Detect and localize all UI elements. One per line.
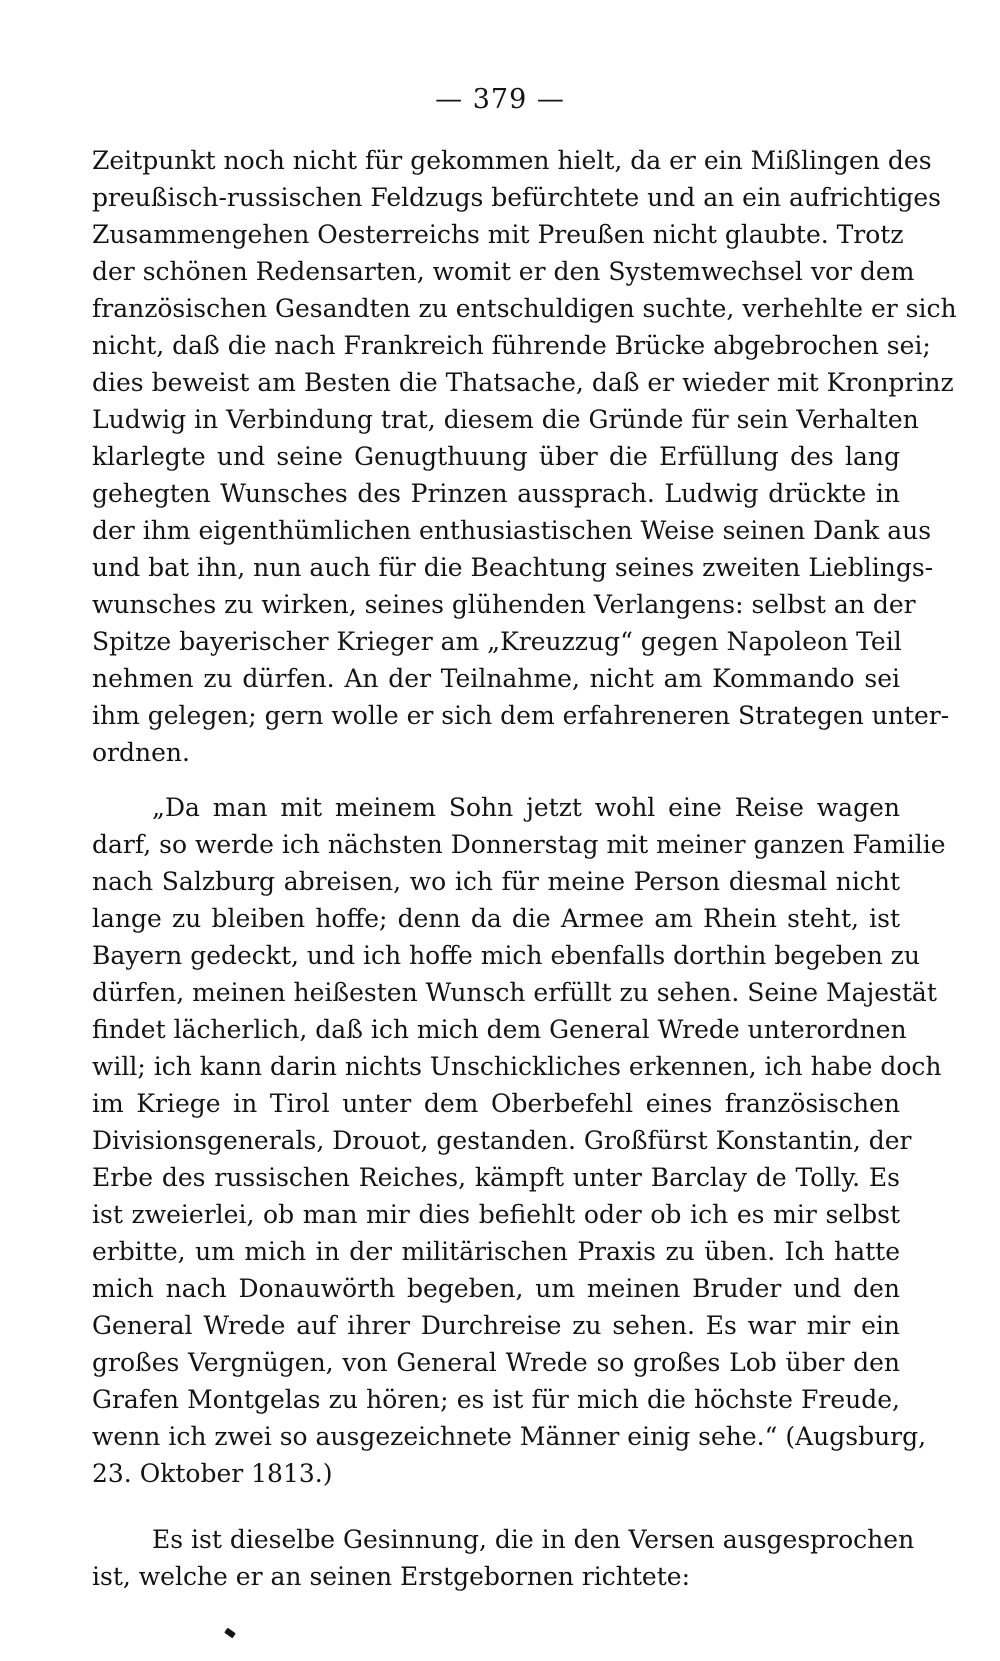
text-line: französischen Gesandten zu entschuldigen suchte, verhehlte er sich: [92, 294, 957, 323]
text-line: lange zu bleiben hoffe; denn da die Armee am Rhein steht, ist: [92, 904, 900, 933]
text-line: „Da man mit meinem Sohn jetzt wohl eine Reise wagen: [152, 793, 900, 822]
ink-speck-decoration: [224, 1628, 236, 1639]
text-line: nehmen zu dürfen. An der Teilnahme, nicht am Kommando sei: [92, 664, 900, 693]
text-line: gehegten Wunsches des Prinzen aussprach. Ludwig drückte in: [92, 479, 900, 508]
text-line: großes Vergnügen, von General Wrede so großes Lob über den: [92, 1348, 900, 1377]
text-line: Divisionsgenerals, Drouot, gestanden. Großfürst Konstantin, der: [92, 1126, 912, 1155]
paragraph-1: [92, 142, 957, 771]
text-line: ist zweierlei, ob man mir dies befiehlt oder ob ich es mir selbst: [92, 1200, 900, 1229]
text-line: wenn ich zwei so ausgezeichnete Männer einig sehe.“ (Augsburg,: [92, 1422, 927, 1451]
text-line: will; ich kann darin nichts Unschickliches erkennen, ich habe doch: [92, 1052, 942, 1081]
text-line: Es ist dieselbe Gesinnung, die in den Versen ausgesprochen: [152, 1525, 915, 1554]
text-line: nach Salzburg abreisen, wo ich für meine Person diesmal nicht: [92, 867, 900, 896]
text-line: preußisch-russischen Feldzugs befürchtete und an ein aufrichtiges: [92, 183, 941, 212]
text-line: Bayern gedeckt, und ich hoffe mich ebenfalls dorthin begeben zu: [92, 941, 921, 970]
text-line: Zusammengehen Oesterreichs mit Preußen nicht glaubte. Trotz: [92, 220, 904, 249]
text-line: dies beweist am Besten die Thatsache, daß er wieder mit Kronprinz: [92, 368, 954, 397]
text-line: Grafen Montgelas zu hören; es ist für mich die höchste Freude,: [92, 1385, 900, 1414]
text-line: und bat ihn, nun auch für die Beachtung seines zweiten Lieblings-: [92, 553, 934, 582]
text-line: Ludwig in Verbindung trat, diesem die Gründe für sein Verhalten: [92, 405, 919, 434]
text-line: der schönen Redensarten, womit er den Systemwechsel vor dem: [92, 257, 915, 286]
text-line: Erbe des russischen Reiches, kämpft unter Barclay de Tolly. Es: [92, 1163, 900, 1192]
text-line: mich nach Donauwörth begeben, um meinen Bruder und den: [92, 1274, 900, 1303]
text-line: 23. Oktober 1813.): [92, 1459, 333, 1488]
text-line: General Wrede auf ihrer Durchreise zu sehen. Es war mir ein: [92, 1311, 900, 1340]
text-line: ordnen.: [92, 738, 190, 767]
text-line: im Kriege in Tirol unter dem Oberbefehl eines französischen: [92, 1089, 900, 1118]
paragraph-3: [92, 1521, 915, 1595]
paragraph-2-quotation: [92, 789, 946, 1492]
text-line: Spitze bayerischer Krieger am „Kreuzzug“ gegen Napoleon Teil: [92, 627, 902, 656]
text-line: Zeitpunkt noch nicht für gekommen hielt, da er ein Mißlingen des: [92, 146, 932, 175]
text-line: erbitte, um mich in der militärischen Praxis zu üben. Ich hatte: [92, 1237, 900, 1266]
text-line: der ihm eigenthümlichen enthusiastischen Weise seinen Dank aus: [92, 516, 932, 545]
text-line: findet lächerlich, daß ich mich dem General Wrede unterordnen: [92, 1015, 907, 1044]
text-line: klarlegte und seine Genugthuung über die Erfüllung des lang: [92, 442, 900, 471]
text-line: darf, so werde ich nächsten Donnerstag mit meiner ganzen Familie: [92, 830, 946, 859]
text-line: nicht, daß die nach Frankreich führende Brücke abgebrochen sei;: [92, 331, 931, 360]
text-line: ihm gelegen; gern wolle er sich dem erfahreneren Strategen unter-: [92, 701, 950, 730]
text-line: dürfen, meinen heißesten Wunsch erfüllt zu sehen. Seine Majestät: [92, 978, 937, 1007]
page-number: — 379 —: [435, 84, 565, 115]
text-line: wunsches zu wirken, seines glühenden Verlangens: selbst an der: [92, 590, 916, 619]
text-line: ist, welche er an seinen Erstgebornen richtete:: [92, 1562, 690, 1591]
